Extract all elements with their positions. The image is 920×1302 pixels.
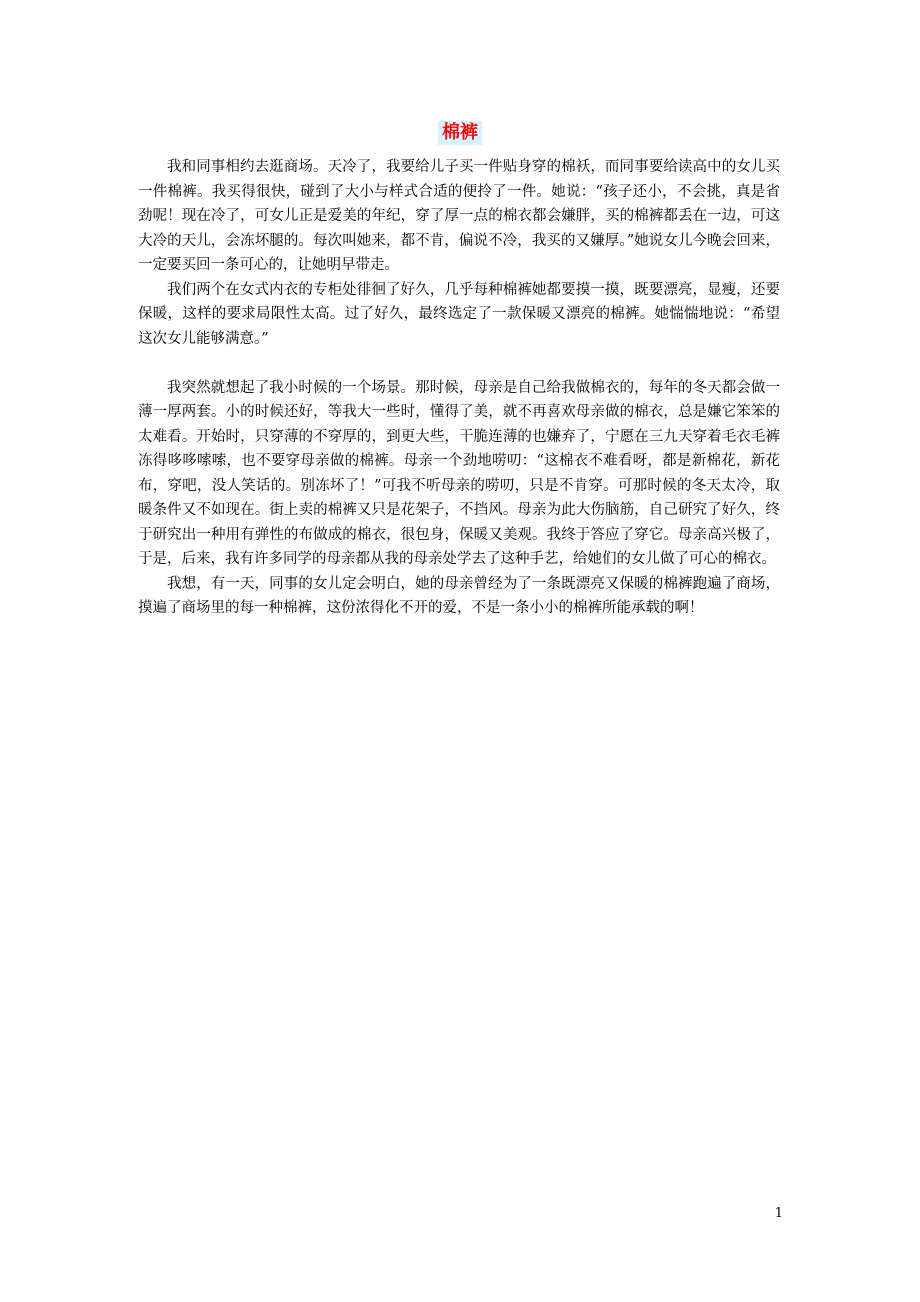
paragraph: 我们两个在女式内衣的专柜处徘徊了好久，几乎每种棉裤她都要摸一摸，既要漂亮，显瘦，还要保暖，这样的要求局限性太高。过了好久，最终选定了一款保暖又漂亮的棉裤。她惴惴地说：“希望这次女儿能够满意。” [138, 281, 780, 347]
document-title: 棉裤 [438, 121, 482, 145]
paragraph: 我想，有一天，同事的女儿定会明白，她的母亲曾经为了一条既漂亮又保暖的棉裤跑遍了商场，摸遍了商场里的每一种棉裤，这份浓得化不开的爱，不是一条小小的棉裤所能承载的啊！ [138, 575, 780, 616]
title-container [0, 121, 920, 145]
paragraph: 我突然就想起了我小时候的一个场景。那时候，母亲是自己给我做棉衣的，每年的冬天都会做一薄一厚两套。小的时候还好，等我大一些时，懂得了美，就不再喜欢母亲做的棉衣，总是嫌它笨笨的太难看。开始时，只穿薄的不穿厚的，到更大些，干脆连薄的也嫌弃了，宁愿在三九天穿着毛衣毛裤冻得哆哆嗦嗦，也不要穿母亲做的棉裤。母亲一个劲地唠叨：“这棉衣不难看呀，都是新棉花，新花布，穿吧，没人笑话的。别冻坏了！”可我不听母亲的唠叨，只是不肯穿。可那时候的冬天太冷，取暖条件又不如现在。街上卖的棉裤又只是花架子，不挡风。母亲为此大伤脑筋，自己研究了好久，终于研究出一种用有弹性的布做成的棉衣，很包身，保暖又美观。我终于答应了穿它。母亲高兴极了，于是，后来，我有许多同学的母亲都从我的母亲处学去了这种手艺，给她们的女儿做了可心的棉衣。 [138, 379, 780, 567]
paragraph: 我和同事相约去逛商场。天冷了，我要给儿子买一件贴身穿的棉袄，而同事要给读高中的女儿买一件棉裤。我买得很快，碰到了大小与样式合适的便拎了一件。她说：“孩子还小，不会挑，真是省劲呢！现在冷了，可女儿正是爱美的年纪，穿了厚一点的棉衣都会嫌胖，买的棉裤都丢在一边，可这大冷的天儿，会冻坏腿的。每次叫她来，都不肯，偏说不冷，我买的又嫌厚。”她说女儿今晚会回来，一定要买回一条可心的，让她明早带走。 [138, 159, 780, 273]
article-body [138, 155, 780, 621]
page-number: 1 [774, 1206, 783, 1221]
